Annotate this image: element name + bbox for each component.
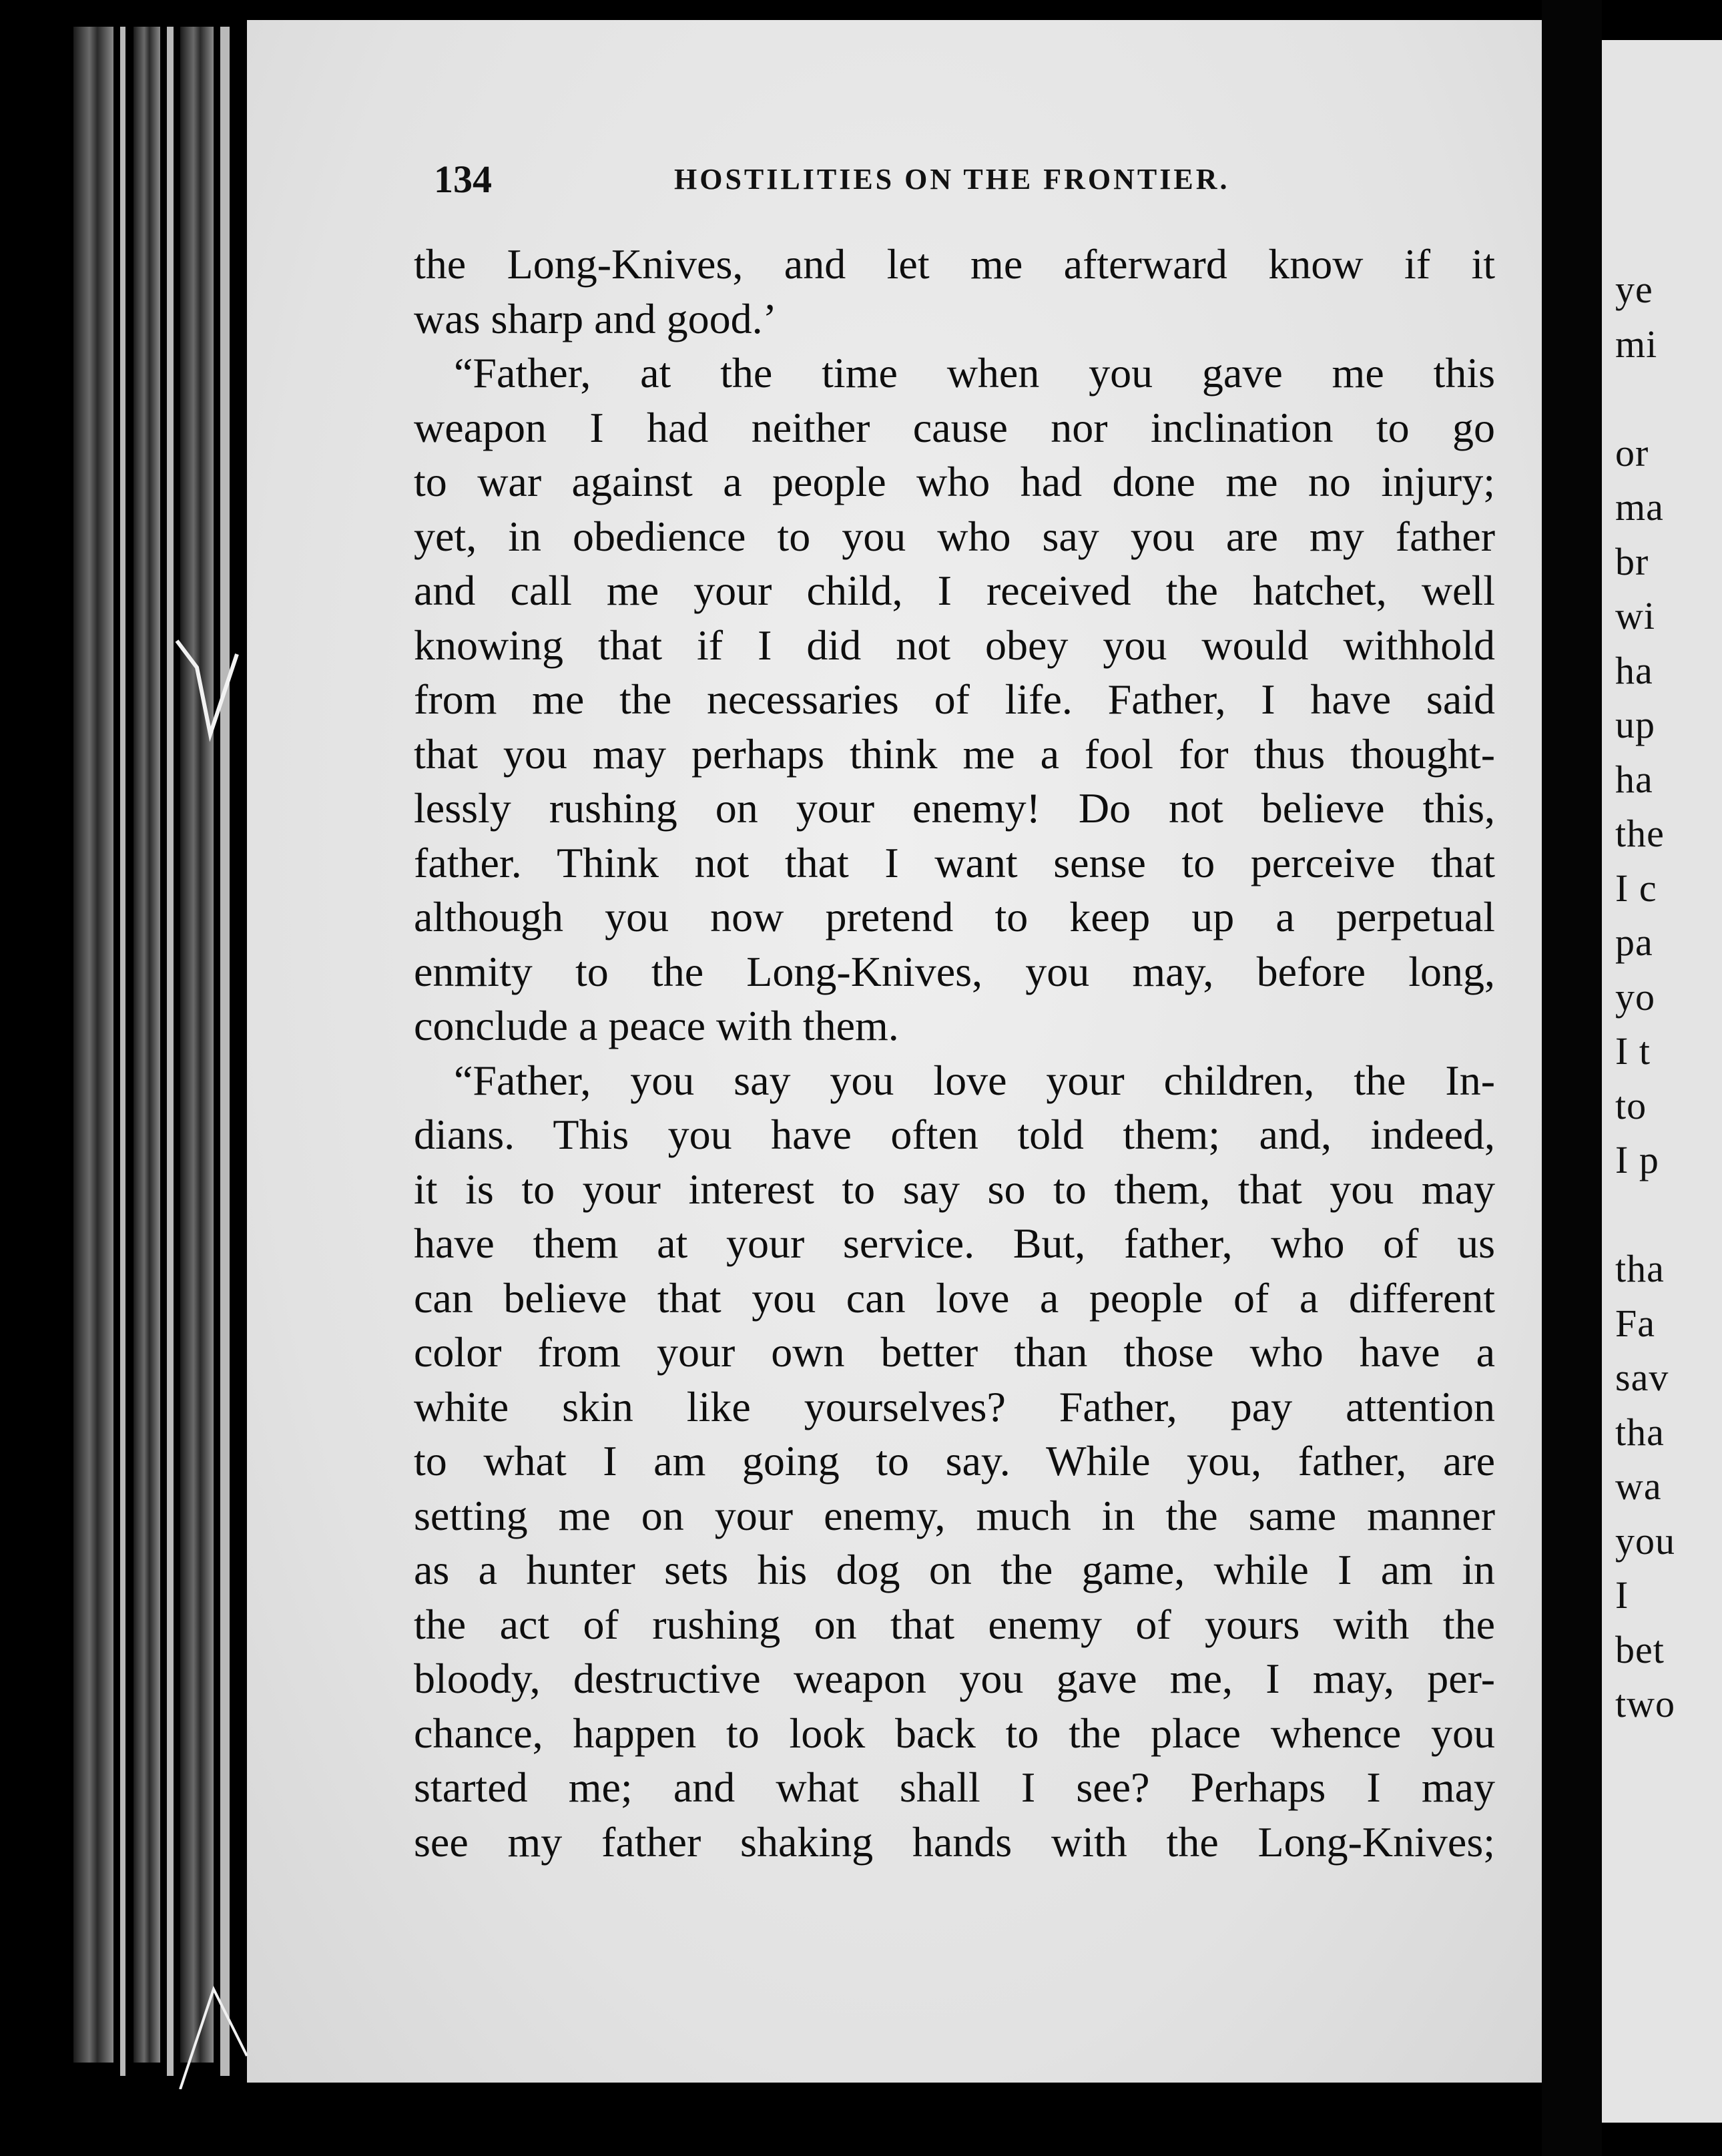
body-text (414, 237, 1495, 1869)
text-line: setting me on your enemy, much in the same manner (414, 1491, 1495, 1539)
page-number: 134 (434, 158, 492, 201)
text-line: white skin like yourselves? Father, pay attention (414, 1382, 1495, 1430)
adjacent-page-fragment: ha (1615, 648, 1653, 692)
adjacent-page-fragment: sav (1615, 1356, 1669, 1399)
page-corner-mark (174, 1976, 254, 2089)
text-line: chance, happen to look back to the place whence you (414, 1709, 1495, 1757)
adjacent-page-fragment: I c (1615, 866, 1657, 910)
adjacent-page-fragment: ha (1615, 757, 1653, 801)
adjacent-page-fragment: bet (1615, 1627, 1665, 1671)
text-line: the act of rushing on that enemy of yours with the (414, 1600, 1495, 1648)
text-line: lessly rushing on your enemy! Do not believe this, (414, 784, 1495, 832)
text-line: from me the necessaries of life. Father, I have said (414, 676, 1495, 723)
adjacent-page-fragment: tha (1615, 1410, 1665, 1454)
adjacent-page-fragment: up (1615, 703, 1655, 746)
pencil-check-mark (170, 627, 250, 761)
text-line: have them at your service. But, father, who of us (414, 1220, 1495, 1267)
text-line: weapon I had neither cause nor inclination to go (414, 403, 1495, 451)
adjacent-page-fragment: Fa (1615, 1301, 1655, 1345)
adjacent-page-fragment: two (1615, 1682, 1675, 1725)
adjacent-page-fragment: I p (1615, 1138, 1659, 1181)
text-line: to war against a people who had done me no injury; (414, 458, 1495, 505)
page-gutter (1542, 0, 1602, 2156)
adjacent-page-fragment: br (1615, 539, 1649, 583)
adjacent-page-fragment: mi (1615, 322, 1658, 366)
adjacent-page-fragment: you (1615, 1519, 1675, 1563)
text-line: started me; and what shall I see? Perhaps I may (414, 1764, 1495, 1811)
adjacent-page-fragment: I t (1615, 1029, 1651, 1073)
adjacent-page-fragment: to (1615, 1083, 1647, 1127)
text-line: as a hunter sets his dog on the game, while I am in (414, 1546, 1495, 1593)
text-line: enmity to the Long-Knives, you may, before long, (414, 947, 1495, 995)
adjacent-page-fragment: pa (1615, 920, 1653, 964)
running-title: HOSTILITIES ON THE FRONTIER. (674, 163, 1230, 196)
adjacent-page-fragment: yo (1615, 975, 1655, 1019)
adjacent-page-fragment: ye (1615, 268, 1653, 311)
text-line: dians. This you have often told them; and, indeed, (414, 1111, 1495, 1158)
page-header (434, 157, 1488, 210)
text-line: color from your own better than those who have a (414, 1328, 1495, 1376)
adjacent-page-fragment: I (1615, 1573, 1629, 1617)
text-line: it is to your interest to say so to them, that you may (414, 1165, 1495, 1213)
adjacent-page-fragment: wi (1615, 594, 1655, 637)
adjacent-page-fragment: tha (1615, 1247, 1665, 1290)
text-line: was sharp and good.’ (414, 294, 777, 342)
text-line: father. Think not that I want sense to perceive that (414, 838, 1495, 886)
text-line: although you now pretend to keep up a perpetual (414, 893, 1495, 940)
adjacent-page-fragment: or (1615, 431, 1649, 475)
text-line: see my father shaking hands with the Long-Knives; (414, 1818, 1495, 1866)
text-line: can believe that you can love a people of a different (414, 1274, 1495, 1322)
adjacent-page-fragment: wa (1615, 1464, 1662, 1508)
text-line: bloody, destructive weapon you gave me, I may, per- (414, 1655, 1495, 1702)
text-line: the Long-Knives, and let me afterward know if it (414, 240, 1495, 288)
text-line: knowing that if I did not obey you would withhold (414, 621, 1495, 669)
text-line: that you may perhaps think me a fool for thus thought- (414, 730, 1495, 778)
text-line: and call me your child, I received the hatchet, well (414, 567, 1495, 614)
text-line: “Father, you say you love your children, the In- (454, 1056, 1495, 1104)
book-binding-edge (0, 0, 260, 2156)
text-line: to what I am going to say. While you, father, are (414, 1437, 1495, 1485)
adjacent-page (1602, 40, 1722, 2123)
text-line: yet, in obedience to you who say you are my father (414, 512, 1495, 560)
adjacent-page-fragment: ma (1615, 485, 1664, 529)
adjacent-page-fragment: the (1615, 812, 1665, 855)
text-line: “Father, at the time when you gave me this (454, 349, 1495, 396)
text-line: conclude a peace with them. (414, 1002, 899, 1049)
